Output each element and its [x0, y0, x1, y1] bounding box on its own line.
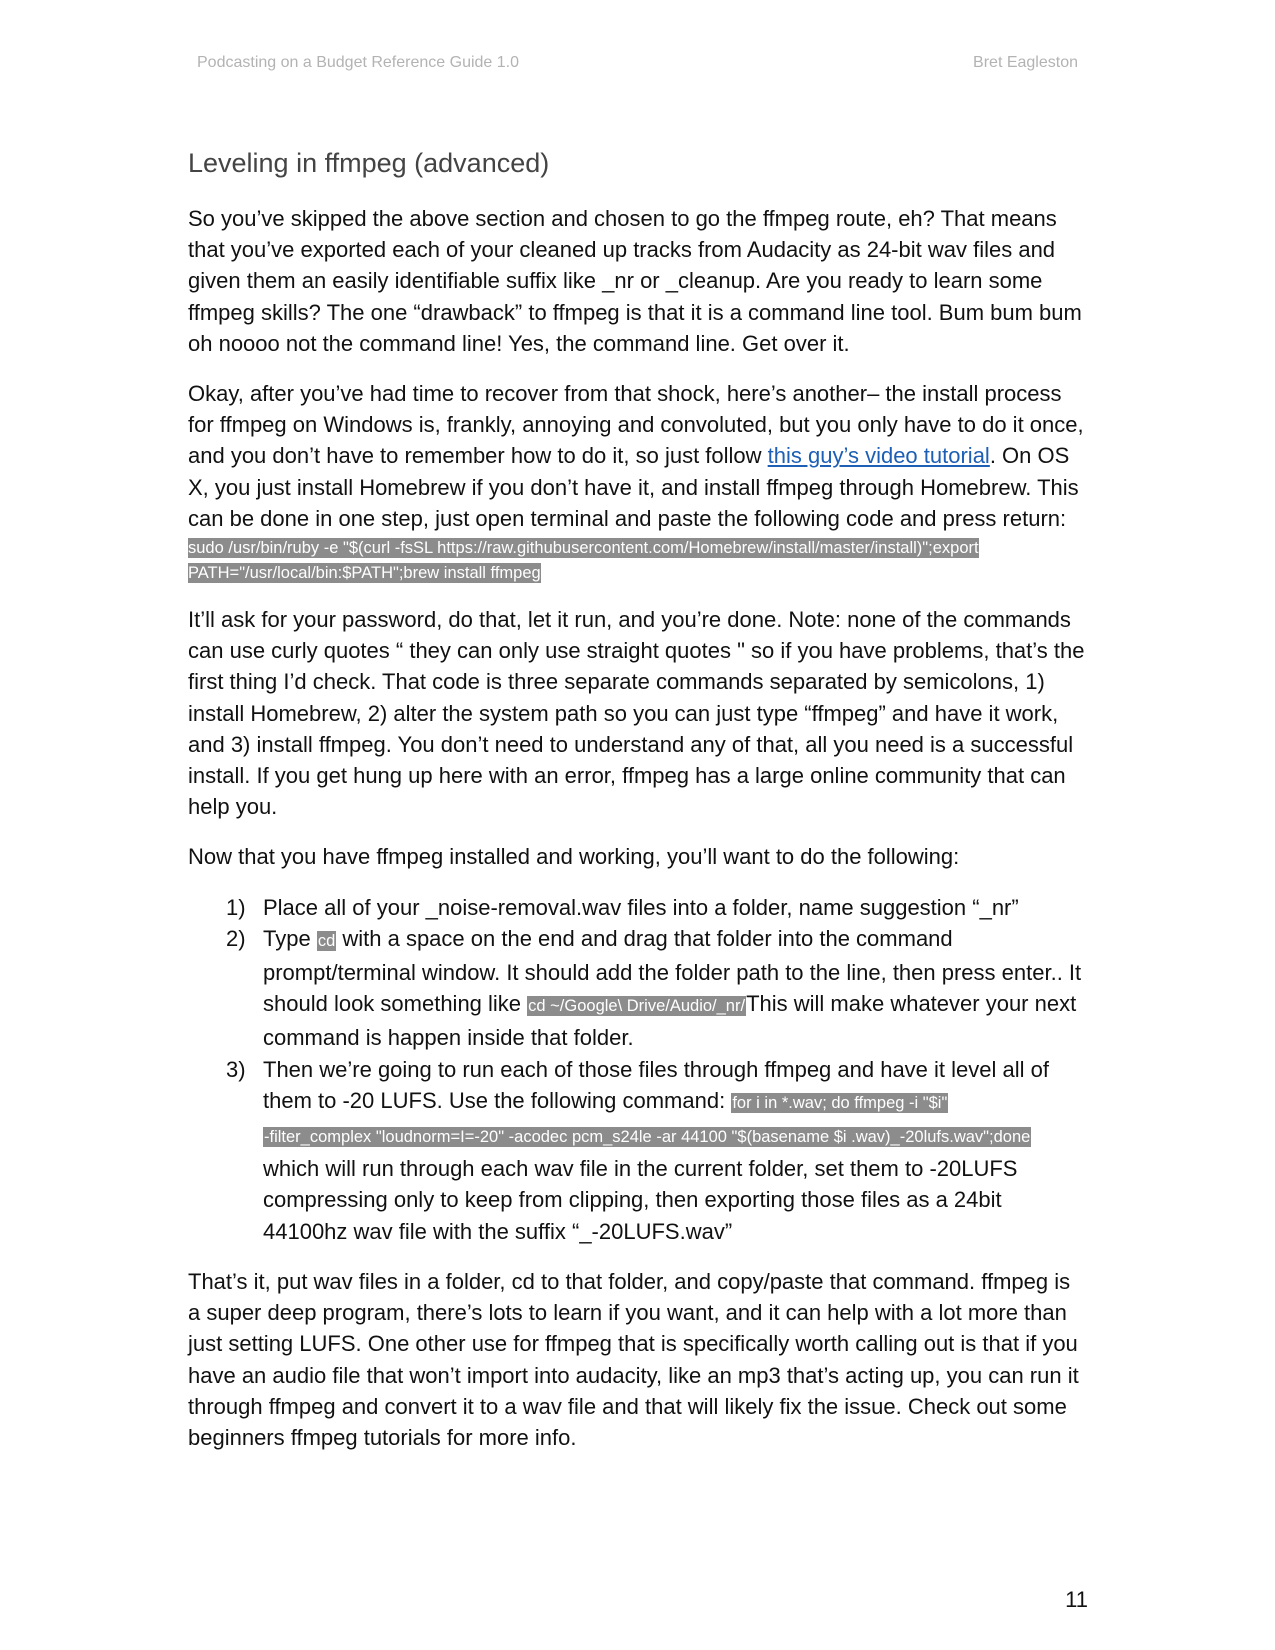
password-paragraph: It’ll ask for your password, do that, let it run, and you’re done. Note: none of the commands can use curly quotes “ they can only use straight quotes " so if you have problems, that’s the first thing I’d check. That code is three separate commands separated by semicolons, 1) install Homebrew, 2) alter the system path so you can just type “ffmpeg” and have it work, and 3) install ffmpeg. You don’t need to understand any of that, all you need is a successful install. If you get hung up here with an error, ffmpeg has a large online community that can help you. — [188, 607, 1085, 820]
install-text-before: Okay, after you’ve had time to recover from that shock, here’s another– the install process for ffmpeg on Windows is, frankly, annoying and convoluted, but you only have to do it once, and you don’t have to remember how to do it, so just follow — [188, 381, 1084, 469]
list-item — [188, 1054, 1088, 1247]
ffmpeg-command-part-1: for i in *.wav; do ffmpeg -i "$i" — [732, 1093, 948, 1112]
page-content — [188, 145, 1088, 1472]
steps-list — [188, 892, 1088, 1247]
cd-command: cd — [317, 931, 336, 950]
install-command-line-2: PATH="/usr/local/bin:$PATH";brew install ffmpeg — [188, 563, 541, 582]
running-header-author: Bret Eagleston — [973, 54, 1078, 71]
install-command-line-1: sudo /usr/bin/ruby -e "$(curl -fsSL https://raw.githubusercontent.com/Homebrew/install/master/install)";export — [188, 539, 979, 558]
step-text: Type — [263, 925, 317, 951]
list-item — [188, 892, 1088, 923]
step-text: Place all of your _noise-removal.wav files into a folder, name suggestion “_nr” — [263, 894, 1019, 920]
video-tutorial-link[interactable]: this guy’s video tutorial — [767, 443, 990, 469]
step-number: 3) — [226, 1056, 246, 1082]
steps-intro-paragraph: Now that you have ffmpeg installed and working, you’ll want to do the following: — [188, 844, 960, 870]
intro-paragraph: So you’ve skipped the above section and chosen to go the ffmpeg route, eh? That means that you’ve exported each of your cleaned up tracks from Audacity as 24-bit wav files and given them an easily identifiable suffix like _nr or _cleanup. Are you ready to learn some ffmpeg skills? The one “drawback” to ffmpeg is that it is a command line tool. Bum bum bum oh noooo not the command line! Yes, the command line. Get over it. — [188, 206, 1082, 356]
step-number: 2) — [226, 925, 246, 951]
list-item — [188, 923, 1088, 1054]
install-text-after: . On OS X, you just install Homebrew if you don’t have it, and install ffmpeg through Homebrew. This can be done in one step, just open terminal and paste the following code and press return: — [188, 443, 1079, 531]
install-paragraph — [188, 378, 1088, 585]
step-text: Then we’re going to run each of those files through ffmpeg and have it level all of them to -20 LUFS. Use the following command: — [263, 1056, 1049, 1113]
step-number: 1) — [226, 894, 246, 920]
step-text: This will make whatever your next command is happen inside that folder. — [263, 991, 1077, 1051]
install-command-block — [188, 536, 1088, 585]
step-text: with a space on the end and drag that folder into the command prompt/terminal window. It should add the folder path to the line, then press enter.. It should look something like — [263, 925, 1082, 1017]
ffmpeg-command-part-2: -filter_complex "loudnorm=I=-20" -acodec pcm_s24le -ar 44100 "$(basename $i .wav)_-20lufs.wav";done — [264, 1128, 1031, 1147]
cd-example-command: cd ~/Google\ Drive/Audio/_nr/ — [528, 997, 746, 1016]
closing-paragraph: That’s it, put wav files in a folder, cd to that folder, and copy/paste that command. ffmpeg is a super deep program, there’s lots to learn if you want, and it can help with a lot more than just setting LUFS. One other use for ffmpeg that is specifically worth calling out is that if you have an audio file that won’t import into audacity, like an mp3 that’s acting up, you can run it through ffmpeg and convert it to a wav file and that will likely fix the issue. Check out some beginners ffmpeg tutorials for more info. — [188, 1268, 1079, 1450]
step-text: which will run through each wav file in the current folder, set them to -20LUFS compressing only to keep from clipping, then exporting those files as a 24bit 44100hz wav file with the suffix “_-20LUFS.wav” — [263, 1156, 1018, 1244]
page-number: 11 — [1065, 1587, 1088, 1612]
running-header-title: Podcasting on a Budget Reference Guide 1.0 — [197, 54, 519, 71]
section-heading: Leveling in ffmpeg (advanced) — [188, 148, 550, 178]
